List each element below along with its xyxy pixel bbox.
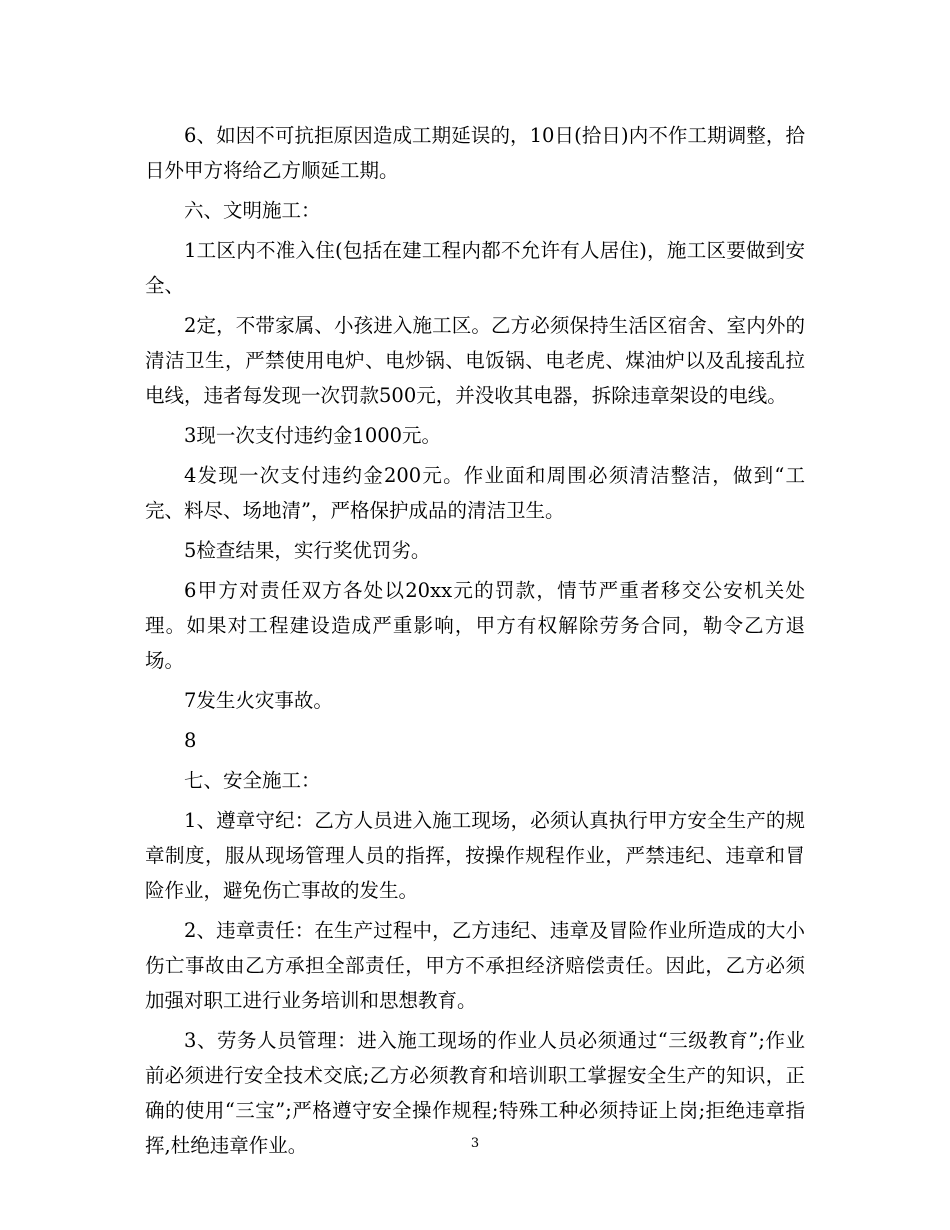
paragraph-item-2: 2定，不带家属、小孩进入施工区。乙方必须保持生活区宿舍、室内外的清洁卫生，严禁使用电炉、电炒锅、电饭锅、电老虎、煤油炉以及乱接乱拉电线，违者每发现一次罚款500元，并没收其电器，拆除违章架设的电线。 xyxy=(145,314,805,407)
section-heading-civilized-construction: 六、文明施工： xyxy=(184,199,321,222)
paragraph-item-8: 8 xyxy=(184,729,197,752)
paragraph-item-6: 6甲方对责任双方各处以20xx元的罚款，情节严重者移交公安机关处理。如果对工程建设造成严重影响，甲方有权解除劳务合同，勒令乙方退场。 xyxy=(145,579,805,672)
page-number: 3 xyxy=(470,1136,480,1151)
paragraph-item-3: 3现一次支付违约金1000元。 xyxy=(184,424,442,447)
paragraph-extension-clause: 6、如因不可抗拒原因造成工期延误的，10日(拾日)内不作工期调整，拾日外甲方将给乙方顺延工期。 xyxy=(145,124,805,182)
paragraph-safety-rule-1: 1、遵章守纪：乙方人员进入施工现场，必须认真执行甲方安全生产的规章制度，服从现场管理人员的指挥，按操作规程作业，严禁违纪、违章和冒险作业，避免伤亡事故的发生。 xyxy=(145,809,805,902)
paragraph-safety-rule-3: 3、劳务人员管理：进入施工现场的作业人员必须通过“三级教育”;作业前必须进行安全技术交底;乙方必须教育和培训职工掌握安全生产的知识，正确的使用“三宝”;严格遵守安全操作规程;特殊工种必须持证上岗;拒绝违章指挥,杜绝违章作业。 xyxy=(145,1029,805,1157)
paragraph-item-4: 4发现一次支付违约金200元。作业面和周围必须清洁整洁，做到“工完、料尽、场地清”，严格保护成品的清洁卫生。 xyxy=(145,464,805,522)
paragraph-item-7: 7发生火灾事故。 xyxy=(184,689,333,712)
document-body xyxy=(145,118,805,1168)
paragraph-item-1: 1工区内不准入住(包括在建工程内都不允许有人居住)，施工区要做到安全、 xyxy=(145,239,805,297)
paragraph-safety-rule-2: 2、违章责任：在生产过程中，乙方违纪、违章及冒险作业所造成的大小伤亡事故由乙方承担全部责任，甲方不承担经济赔偿责任。因此，乙方必须加强对职工进行业务培训和思想教育。 xyxy=(145,919,805,1012)
paragraph-item-5: 5检查结果，实行奖优罚劣。 xyxy=(184,539,431,562)
section-heading-safe-construction: 七、安全施工： xyxy=(184,769,321,792)
